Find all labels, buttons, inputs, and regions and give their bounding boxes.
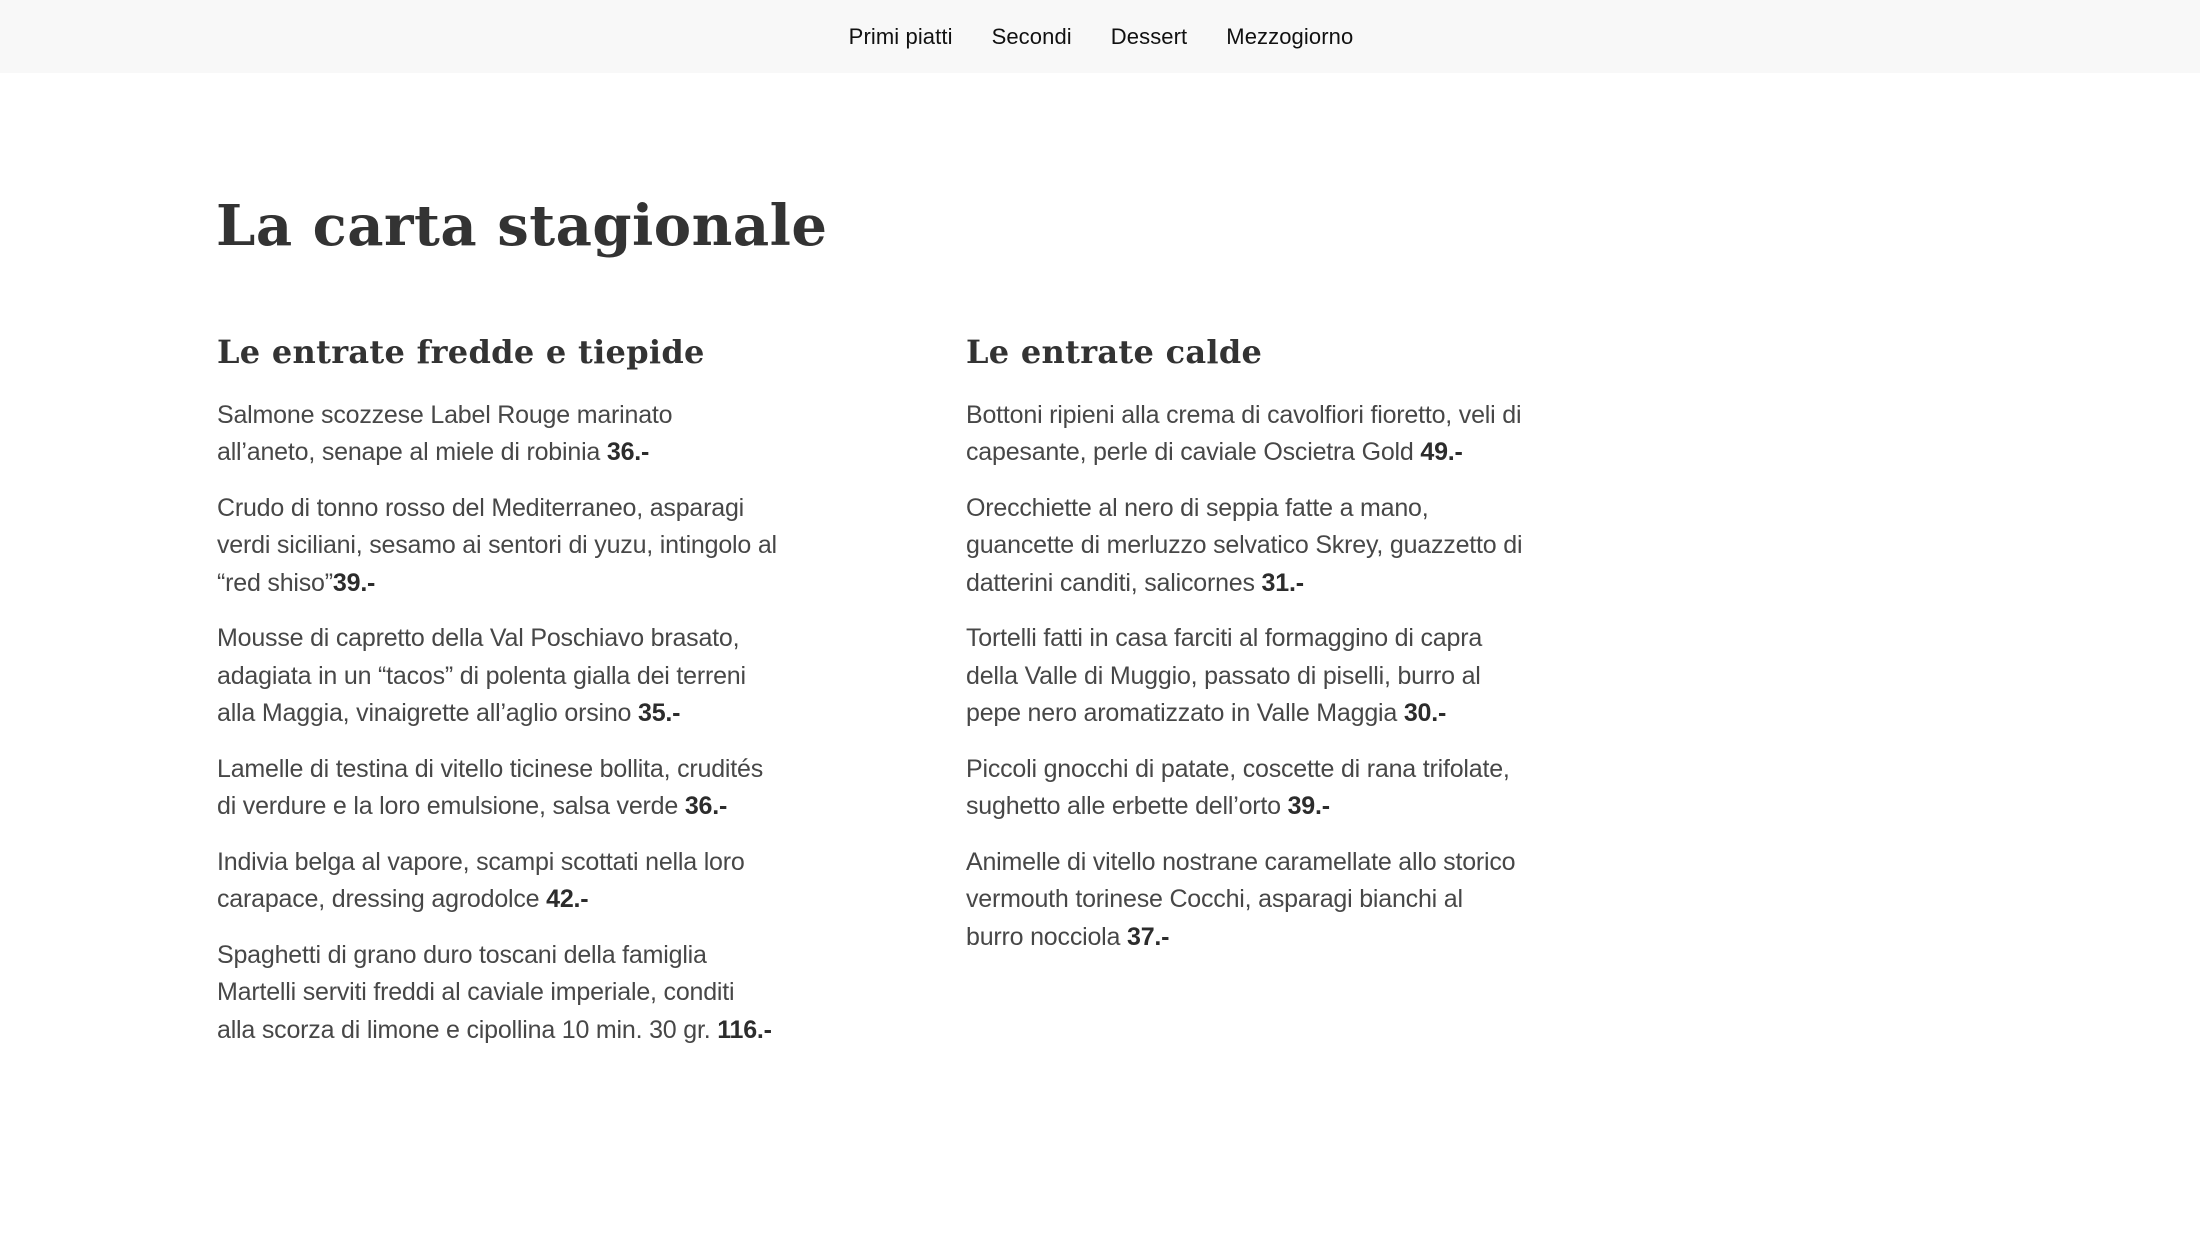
menu-item (217, 937, 777, 1050)
menu-item (217, 620, 777, 733)
menu-item-description: Mousse di capretto della Val Poschiavo brasato, adagiata in un “tacos” di polenta gialla dei terreni alla Maggia, vinaigrette all’aglio orsino (217, 624, 746, 728)
menu-item-price: 35.- (638, 699, 681, 728)
menu-item-description: Indivia belga al vapore, scampi scottati nella loro carapace, dressing agrodolce (217, 847, 745, 914)
menu-item-description: Lamelle di testina di vitello ticinese bollita, crudités di verdure e la loro emulsione, salsa verde (217, 754, 764, 821)
section-hot-starters (966, 334, 1526, 974)
nav-link-secondi[interactable]: Secondi (991, 23, 1072, 49)
menu-item-price: 39.- (332, 568, 376, 597)
menu-item-price: 37.- (1126, 922, 1170, 951)
menu-item-description: Orecchiette al nero di seppia fatte a mano, guancette di merluzzo selvatico Skrey, guazzetto di datterini canditi, salicornes (966, 493, 1523, 597)
menu-item (966, 751, 1526, 826)
menu-item-price: 39.- (1287, 792, 1330, 821)
menu-item-description: Spaghetti di grano duro toscani della famiglia Martelli serviti freddi al caviale imperiale, conditi alla scorza di limone e cipollina 10 min. 30 gr. (217, 940, 735, 1044)
menu-item-price: 116.- (717, 1015, 772, 1044)
nav-link-dessert[interactable]: Dessert (1110, 23, 1188, 49)
menu-item-price: 31.- (1261, 568, 1304, 597)
top-navigation (0, 0, 2200, 73)
menu-item (217, 751, 777, 826)
menu-item (966, 490, 1526, 603)
section-title: Le entrate calde (966, 333, 1263, 371)
menu-item-description: Animelle di vitello nostrane caramellate allo storico vermouth torinese Cocchi, asparagi bianchi al burro nocciola (966, 847, 1516, 951)
menu-item-price: 42.- (546, 885, 589, 914)
menu-item-description: Tortelli fatti in casa farciti al formaggino di capra della Valle di Muggio, passato di piselli, burro al pepe nero aromatizzato in Valle Maggia (966, 624, 1483, 728)
menu-item (217, 397, 777, 472)
nav-link-primi-piatti[interactable]: Primi piatti (848, 23, 953, 49)
menu-item (217, 490, 777, 603)
menu-item (217, 844, 777, 919)
menu-item-price: 36.- (684, 792, 728, 821)
section-cold-starters (217, 334, 777, 1067)
menu-item-price: 36.- (606, 438, 650, 467)
nav-link-mezzogiorno[interactable]: Mezzogiorno (1226, 23, 1354, 49)
menu-item-price: 49.- (1420, 438, 1463, 467)
section-title: Le entrate fredde e tiepide (217, 333, 705, 371)
menu-item-description: Bottoni ripieni alla crema di cavolfiori fioretto, veli di capesante, perle di caviale Oscietra Gold (966, 400, 1522, 467)
menu-item (966, 397, 1526, 472)
menu-item (966, 620, 1526, 733)
nav-links (849, 24, 1354, 50)
menu-item-description: Crudo di tonno rosso del Mediterraneo, asparagi verdi siciliani, sesamo ai sentori di yuzu, intingolo al “red shiso” (217, 493, 777, 597)
menu-item-description: Salmone scozzese Label Rouge marinato all’aneto, senape al miele di robinia (217, 400, 673, 467)
menu-item-price: 30.- (1403, 699, 1447, 728)
menu-item-description: Piccoli gnocchi di patate, coscette di rana trifolate, sughetto alle erbette dell’orto (966, 754, 1510, 821)
page-title: La carta stagionale (216, 193, 828, 259)
menu-item (966, 844, 1526, 957)
